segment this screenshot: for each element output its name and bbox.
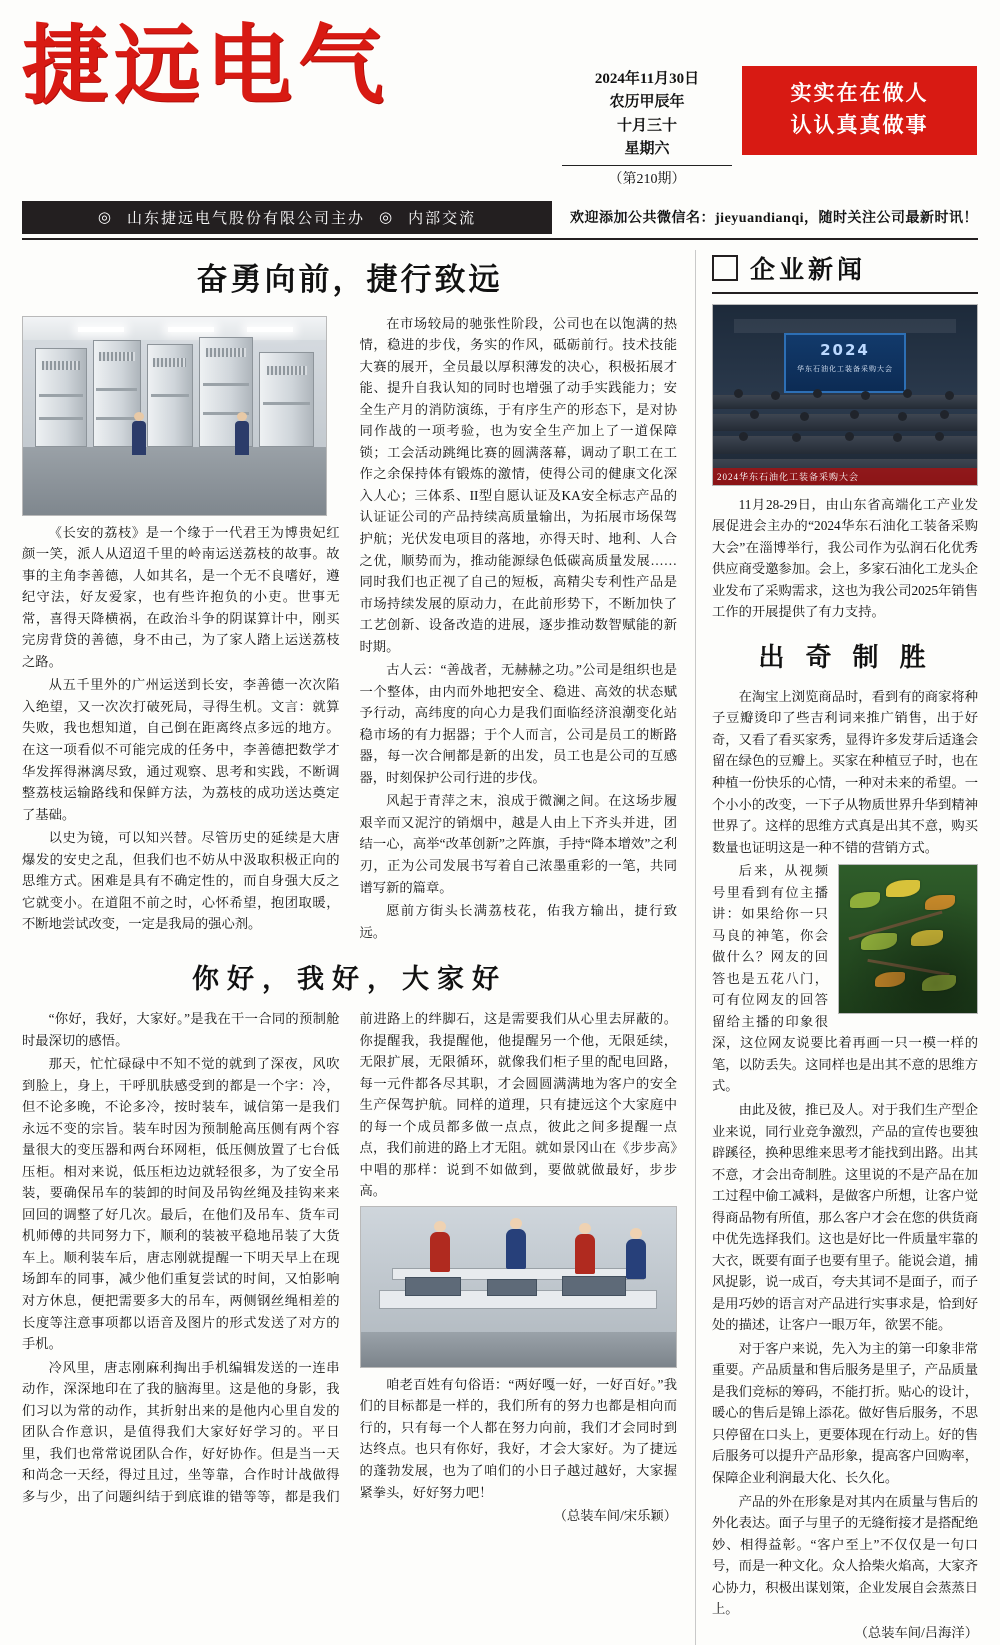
- ceiling-lamp-icon-2: [168, 327, 214, 332]
- ribbon-sponsor-bar: [22, 201, 552, 234]
- cabinet-band: [39, 394, 83, 397]
- worker-blue-2: [626, 1239, 646, 1279]
- masthead: [22, 16, 978, 191]
- conference-photo: [712, 304, 978, 486]
- cabinet-vent-2: [99, 352, 134, 361]
- masthead-date-block: [562, 16, 732, 191]
- seedling-photo: [838, 864, 978, 1014]
- ceiling-lamp-icon-3: [247, 327, 293, 332]
- audience-head-15: [893, 433, 902, 442]
- switchgear-cabinet-3: [147, 344, 192, 447]
- cabinet-band-6: [203, 383, 249, 386]
- audience-head-12: [739, 432, 748, 441]
- switchgear-cabinet-5: [259, 352, 314, 447]
- slogan-line-2: 认认真真做事: [790, 112, 929, 137]
- stage-screen: [784, 333, 905, 392]
- article-2-signature: （总装车间/宋乐颖）: [553, 1508, 677, 1524]
- audience-head-8: [800, 412, 809, 421]
- marker-icon: ◎: [97, 209, 113, 226]
- audience-head-16: [935, 432, 944, 441]
- slogan-line-1: 实实在在做人: [790, 81, 929, 105]
- equipment-box-3: [562, 1276, 625, 1297]
- worker-red-2: [575, 1234, 595, 1274]
- worker-blue: [506, 1229, 526, 1269]
- article-2-para-3: 冷风里，唐志刚麻利掏出手机编辑发送的一连串动作，深深地印在了我的脑海里。这是他的身影，我们习以为常的动作，其折射出来的是他内心里自发的团队合作意识，是值得我们大家好好学习的。平日里，我们也常常说团队合作，好好协作。但是当一天和尚念一天经，得过且过，坐等靠，合作时计战做得多与少，出了问题纠结于到底谁的错等等，都是我们前进路上的绊脚石，这是需要我们从心里去屏蔽的。你提醒我，我提醒他，他提醒另一个他，无限延续，无限扩展，无限循环，就像我们柜子里的配电回路，每一元件都各尽其职，才会圆圆满满地为客户的安全生产保驾护航。同样的道理，只有捷远这个大家庭中的每一个成员都多做一点点，彼此之间多提醒一点点，我们前进的路上才无阻。就如景冈山在《步步高》中唱的那样：说到不如做到，要做就做最好，步步高。: [22, 1011, 677, 1504]
- audience-head-4: [861, 391, 870, 400]
- figure-conference: [712, 304, 978, 486]
- photo-vignette: [839, 865, 977, 1013]
- internal-label: 内部交流: [408, 210, 477, 227]
- photo-light-beam: [734, 319, 956, 333]
- square-bullet-icon: [712, 255, 738, 281]
- assembly-line-photo: [360, 1206, 678, 1368]
- article-3-body: [712, 686, 978, 1643]
- newspaper-title: 捷远电气: [22, 15, 390, 116]
- article-2-para-2: 那天，忙忙碌碌中不知不觉的就到了深夜，风吹到脸上，身上，干呼肌肤感受到的都是一个字：冷，但不论多晚，不论多冷，按时装车，诚信第一是我们永远不变的宗旨。装车时因为预制舱高压侧有两个容量很大的变压器和两台环网柜，低压侧放置了七台低压柜。相对来说，低压柜边边就轻很多，为了安全吊装，要确保吊车的装卸的时间及吊钩丝绳及挂钩来来回回的调整了好几次。最后，在他们及吊车、货车司机师傅的共同努力下，顺利的装被平稳地吊装了大货车上。顺利装车后，唐志刚就提醒一下明天早上在现场卸车的同事，减少他们重复尝试的时间，又怕影响对方休息，便把需要多大的吊车，两侧钢丝绳相差的长度等注意事项都以语音及图片的形式发送了对方的手机。: [22, 1056, 340, 1352]
- figure-assembly-line: [360, 1206, 678, 1368]
- article-2-body: [22, 1008, 677, 1527]
- audience-head-11: [940, 410, 949, 419]
- marker-icon-2: ◎: [379, 209, 395, 226]
- company-news-title: 企业新闻: [750, 254, 867, 284]
- worker-figure-2: [235, 421, 249, 455]
- date-lunar-day: 十月三十: [616, 117, 677, 134]
- audience-head-10: [898, 412, 907, 421]
- cabinet-vent-3: [153, 358, 186, 367]
- cabinet-band-3: [96, 388, 137, 391]
- article-2-para-1: “你好，我好，大家好。”是我在干一合同的预制舱时最深切的感悟。: [22, 1011, 340, 1048]
- issue-number: （第210期）: [562, 165, 732, 191]
- article-3-signature: （总装车间/吕海洋）: [854, 1624, 978, 1640]
- figure-switchgear: [22, 316, 327, 516]
- article-1-para-4: 在市场较局的驰张性阶段，公司也在以饱满的热情，稳进的步伐，务实的作风，砥砺前行。技术技能大赛的展开，全员最以厚积薄发的决心，积极拓展才能、提升自我认知的同时也增强了动手实践能力；安全生产月的消防演练，于有序生产的形态下，是对协同作战的一项考验，也为安全生产加上了一道保障锁；工会活动跳绳比赛的圆满落幕，调动了职工在工作之余保持体有锻炼的激情，使得公司的健康文化深入人心；三体系、II型自愿认证及KA安全标志产品的认证证公司的产品持续高质量输出，为拓展市场保驾护航；光伏发电项目的落地，亦得天时、地利、人合之优，顺势而为，推动能源绿色低碳高质量发展……同时我们也正视了自己的短板，高精尖专利性产品是市场持续发展的原动力，在此前形势下，不断加快了工艺创新、设备改造的进展，逐步推动数智赋能的新时期。: [359, 315, 677, 654]
- switchgear-photo: [22, 316, 327, 516]
- sponsor-label: 山东捷远电气股份有限公司主办: [126, 210, 365, 227]
- cabinet-band-8: [263, 402, 309, 405]
- article-1-para-2: 从五千里外的广州运送到长安，李善德一次次陷入绝望，又一次次打破死局，寻得生机。文言：就算失败，我也想知道，自己倒在距离终点多远的地方。在这一项看似不可能完成的任务中，李善德把数学才华发挥得淋漓尽致，通过观察、思考和实践，不断调整荔枝运输路线和保鲜方法，为荔枝的成功送达奠定了基础。: [22, 677, 340, 822]
- article-1-para-7: 愿前方街头长满荔枝花，佑我方输出，捷行致远。: [359, 903, 677, 940]
- switchgear-cabinet: [35, 348, 87, 447]
- cabinet-vent: [42, 361, 80, 370]
- article-3-para-3: 由此及彼，推已及人。对于我们生产型企业来说，同行业竞争激烈，产品的宣传也要独辟蹊径，换种思维来思考才能找到出路。出其不意，才会出奇制胜。这里说的不是产品在加工过程中偷工减料，是做客户所想，让客户觉得商品物有所值，那么客户才会在您的供货商中优先选择我们。这也是好比一件质量牢靠的大衣，既要有面子也要有里子。能说会道，捕风捉影，说一成百，夸夫其词不是面子，而子是用巧妙的语言对产品进行实事求是，恰到好处的描述，让客户一眼万年，欲罢不能。: [712, 1101, 978, 1333]
- equipment-box-2: [487, 1279, 537, 1297]
- equipment-box: [405, 1277, 462, 1296]
- worker-figure: [132, 421, 146, 455]
- page-content: [22, 250, 978, 1645]
- article-2-para-4: 咱老百姓有句俗语：“两好嘎一好，一好百好。”我们的目标都是一样的，我们所有的努力也都是相向而行的，只有每一个人都在努力向前，我们才会同时到达终点。也只有你好，我好，才会大家好。为了捷远的蓬勃发展，也为了咱们的小日子越过越好，大家握紧拳头，好好努力吧！: [359, 1376, 677, 1500]
- ceiling-lamp-icon: [78, 327, 124, 332]
- cabinet-vent-4: [206, 348, 246, 357]
- company-news-body: [712, 494, 978, 623]
- photo-floor: [23, 447, 326, 514]
- audience-head-14: [845, 432, 854, 441]
- article-2-headline: 你好，我好，大家好: [192, 964, 507, 996]
- cabinet-band-5: [151, 394, 189, 397]
- screen-year-text: 2024: [820, 341, 870, 360]
- audience-head-7: [750, 410, 759, 419]
- masthead-ribbon: [22, 201, 978, 234]
- masthead-logo-wrap: [22, 15, 552, 116]
- left-column: [22, 250, 677, 1645]
- audience-row: [713, 395, 977, 409]
- slogan-box: [742, 66, 977, 155]
- photo-caption-overlay: 2024华东石油化工装备采购大会: [713, 468, 977, 485]
- masthead-divider: [22, 238, 978, 240]
- article-3-headline: 出 奇 制 胜: [758, 642, 932, 673]
- figure-seedling: [838, 864, 978, 1014]
- news-para-1: 11月28-29日，由山东省高端化工产业发展促进会主办的“2024华东石油化工装备采购大会”在淄博举行，我公司作为弘润石化优秀供应商受邀参加。会上，多家石油化工龙头企业发布了采购需求，这也为我公司2025年销售工作的开展提供了有力支持。: [712, 496, 978, 620]
- cabinet-band-4: [96, 417, 137, 420]
- article-1-para-6: 风起于青萍之末，浪成于微澜之间。在这场步履艰辛而又泥泞的销烟中，越是人由上下齐头并进，团结一心，高举“改革创新”之阵旗，手持“降本增效”之利刃，正为公司发展书写着自己浓墨重彩的一笔，共同谱写新的篇章。: [359, 793, 677, 895]
- article-1-headline: 奋勇向前，捷行致远: [196, 261, 503, 298]
- screen-subtitle-text: 华东石油化工装备采购大会: [796, 365, 893, 374]
- article-1-body: [22, 313, 677, 943]
- date-lunar-year: 农历甲辰年: [609, 94, 685, 111]
- wechat-note: 欢迎添加公共微信名：jieyuandianqi，随时关注公司最新时讯！: [570, 211, 978, 227]
- cabinet-vent-5: [267, 366, 307, 375]
- article-3-para-4: 对于客户来说，先入为主的第一印象非常重要。产品质量和售后服务是里子，产品质量是我们竞标的筹码，不能打折。贴心的设计，暖心的售后是锦上添花。做好售后服务，不思只停留在口头上，更要体现在行动上。好的售后服务可以提升产品形象，提高客户回购率，保障企业利润最大化、长久化。: [712, 1340, 978, 1485]
- article-3-para-5: 产品的外在形象是对其内在质量与售后的外化表达。面子与里子的无缝衔接才是搭配绝妙、相得益彰。“客户至上”不仅仅是一句口号，而是一种文化。众人拾柴火焰高，大家齐心协力，积极出谋划策，企业发展自会蒸蒸日上。: [712, 1493, 978, 1617]
- article-3-para-2: 后来，从视频号里看到有位主播讲：如果给你一只马良的神笔，你会做什么？网友的回答也是五花八门，可有位网友的回答留给主播的印象很深，这位网友说要比着再画一只一模一样的笔，以防丢失。这同样也是出其不意的思维方式。: [712, 863, 978, 1094]
- article-1-para-5: 古人云：“善战者，无赫赫之功。”公司是组织也是一个整体，由内而外地把安全、稳进、高效的状态赋予行动，高纬度的向心力是我们面临经济浪潮变化站稳市场的有力据器；于个人而言，公司是员工的断路器，每一次合闸都是新的出发，员工也是公司的互感器，时刻保护公司行进的步伐。: [359, 662, 677, 785]
- article-3-para-1: 在淘宝上浏览商品时，看到有的商家将种子豆瓣烫印了些吉利词来推广销售，出于好奇，又看了看买家秀，显得许多发芽后适逢会留在绿色的豆瓣上。买家在种植豆子时，也在种植一份快乐的心情，一种对未来的希望。一个小小的改变，一下子从物质世界升华到精神世界了。这样的思维方式真是出其不意，购买数量也证明这是一种不错的营销方式。: [712, 688, 978, 855]
- company-news-header: [712, 250, 978, 294]
- article-1-para-1: 《长安的荔枝》是一个缘于一代君王为博贵妃红颜一笑，派人从迢迢千里的岭南运送荔枝的故事。故事的主角李善德，人如其名，是一个无不良嗜好，遵纪守法，好友爱家，也有些许抱负的小吏。世事无常，喜得天降横祸，在政治斗争的阴谋算计中，刚买完房背贷的善德，身不由己，为了家人踏上运送荔枝之路。: [22, 524, 340, 669]
- photo-floor-2: [361, 1332, 677, 1367]
- worker-red: [430, 1232, 450, 1272]
- cabinet-band-2: [39, 417, 83, 420]
- date-weekday: 星期六: [624, 140, 670, 157]
- article-1-para-3: 以史为镜，可以知兴替。尽管历史的延续是大唐爆发的安史之乱，但我们也不妨从中汲取积极正向的思维方式。困难是具有不确定性的，而自身强大反之它就变小。在道阻不前之时，心怀希望，抱团取暖，不断地尝试改变，一定是我局的强心剂。: [22, 830, 340, 932]
- right-column: [695, 250, 978, 1645]
- date-gregorian: 2024年11月30日: [594, 71, 700, 87]
